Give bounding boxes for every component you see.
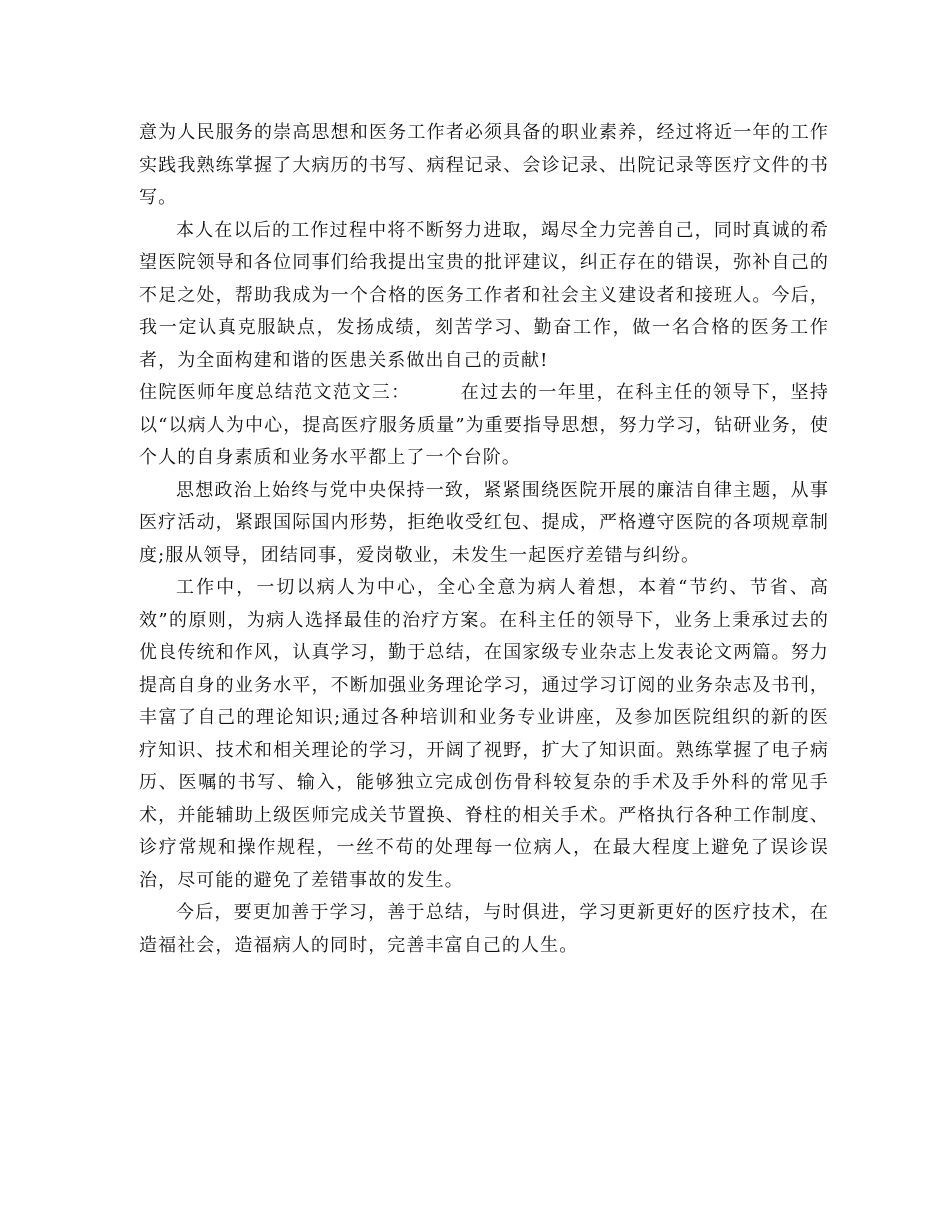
paragraph-2: 本人在以后的工作过程中将不断努力进取，竭尽全力完善自己，同时真诚的希望医院领导和各位同事们给我提出宝贵的批评建议，纠正存在的错误，弥补自己的不足之处，帮助我成为一个合格的医务工作者和社会主义建设者和接班人。今后，我一定认真克服缺点，发扬成绩，刻苦学习、勤奋工作，做一名合格的医务工作者，为全面构建和谐的医患关系做出自己的贡献! <box>139 219 829 371</box>
paragraph-1: 意为人民服务的崇高思想和医务工作者必须具备的职业素养，经过将近一年的工作实践我熟练掌握了大病历的书写、病程记录、会诊记录、出院记录等医疗文件的书写。 <box>139 122 829 208</box>
paragraph-3-text: 在过去的一年里，在科主任的领导下，坚持以“以病人为中心，提高医疗服务质量”为重要指导思想，努力学习，钻研业务，使个人的自身素质和业务水平都上了一个台阶。 <box>139 382 829 468</box>
paragraph-5: 工作中，一切以病人为中心，全心全意为病人着想，本着“节约、节省、高效”的原则，为病人选择最佳的治疗方案。在科主任的领导下，业务上秉承过去的优良传统和作风，认真学习，勤于总结，在国家级专业杂志上发表论文两篇。努力提高自身的业务水平，不断加强业务理论学习，通过学习订阅的业务杂志及书刊，丰富了自己的理论知识;通过各种培训和业务专业讲座，及参加医院组织的新的医疗知识、技术和相关理论的学习，开阔了视野，扩大了知识面。熟练掌握了电子病历、医嘱的书写、输入，能够独立完成创伤骨科较复杂的手术及手外科的常见手术，并能辅助上级医师完成关节置换、脊柱的相关手术。严格执行各种工作制度、诊疗常规和操作规程，一丝不苟的处理每一位病人，在最大程度上避免了误诊误治，尽可能的避免了差错事故的发生。 <box>139 577 829 891</box>
section-heading: 住院医师年度总结范文范文三： <box>139 382 411 403</box>
paragraph-3 <box>139 377 829 475</box>
paragraph-4: 思想政治上始终与党中央保持一致，紧紧围绕医院开展的廉洁自律主题，从事医疗活动，紧跟国际国内形势，拒绝收受红包、提成，严格遵守医院的各项规章制度;服从领导，团结同事，爱岗敬业，未发生一起医疗差错与纠纷。 <box>139 479 829 566</box>
document-body <box>139 117 829 962</box>
paragraph-6: 今后，要更加善于学习，善于总结，与时俱进，学习更新更好的医疗技术，在造福社会，造福病人的同时，完善丰富自己的人生。 <box>139 902 829 956</box>
